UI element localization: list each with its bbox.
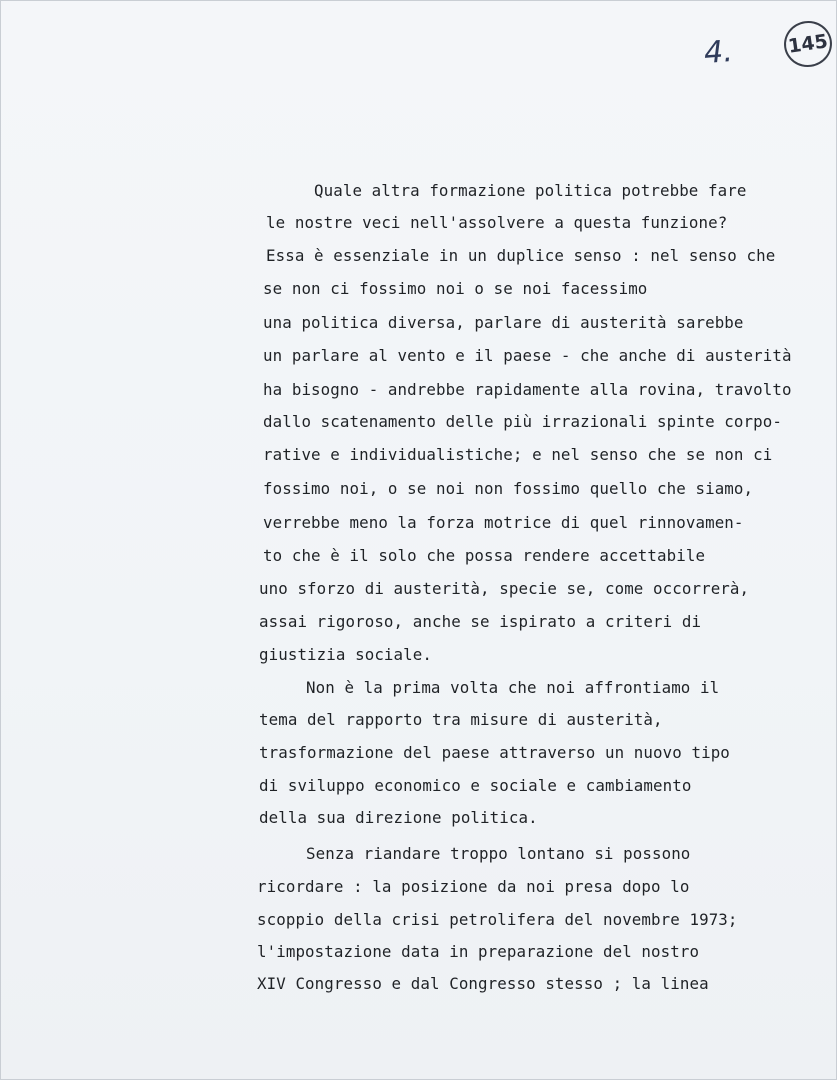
text-line: un parlare al vento e il paese - che anche di austerità xyxy=(263,346,792,365)
text-line: Senza riandare troppo lontano si possono xyxy=(306,844,691,863)
text-line: to che è il solo che possa rendere accettabile xyxy=(263,546,706,565)
text-line: l'impostazione data in preparazione del nostro xyxy=(257,942,700,961)
text-line: una politica diversa, parlare di austerità sarebbe xyxy=(263,313,744,332)
folio-stamp: 145 xyxy=(781,18,835,70)
text-line: Quale altra formazione politica potrebbe fare xyxy=(314,181,747,200)
text-line: di sviluppo economico e sociale e cambiamento xyxy=(259,776,692,795)
text-line: trasformazione del paese attraverso un nuovo tipo xyxy=(259,743,730,762)
text-line: le nostre veci nell'assolvere a questa funzione? xyxy=(266,213,728,232)
text-line: fossimo noi, o se noi non fossimo quello che siamo, xyxy=(263,479,754,498)
text-line: rative e individualistiche; e nel senso che se non ci xyxy=(263,445,773,464)
text-line: tema del rapporto tra misure di austerità, xyxy=(259,710,663,729)
handwritten-page-number: 4. xyxy=(702,34,734,71)
text-line: giustizia sociale. xyxy=(259,645,432,664)
text-line: ha bisogno - andrebbe rapidamente alla rovina, travolto xyxy=(263,380,792,399)
text-line: scoppio della crisi petrolifera del novembre 1973; xyxy=(257,910,738,929)
text-line: verrebbe meno la forza motrice di quel rinnovamen- xyxy=(263,513,744,532)
text-line: XIV Congresso e dal Congresso stesso ; la linea xyxy=(257,974,709,993)
text-line: Essa è essenziale in un duplice senso : nel senso che xyxy=(266,246,776,265)
text-line: ricordare : la posizione da noi presa dopo lo xyxy=(257,877,690,896)
text-line: assai rigoroso, anche se ispirato a criteri di xyxy=(259,612,702,631)
text-line: uno sforzo di austerità, specie se, come occorrerà, xyxy=(259,579,750,598)
text-line: Non è la prima volta che noi affrontiamo il xyxy=(306,678,720,697)
text-line: se non ci fossimo noi o se noi facessimo xyxy=(263,279,648,298)
text-line: della sua direzione politica. xyxy=(259,808,538,827)
text-line: dallo scatenamento delle più irrazionali spinte corpo- xyxy=(263,412,782,431)
